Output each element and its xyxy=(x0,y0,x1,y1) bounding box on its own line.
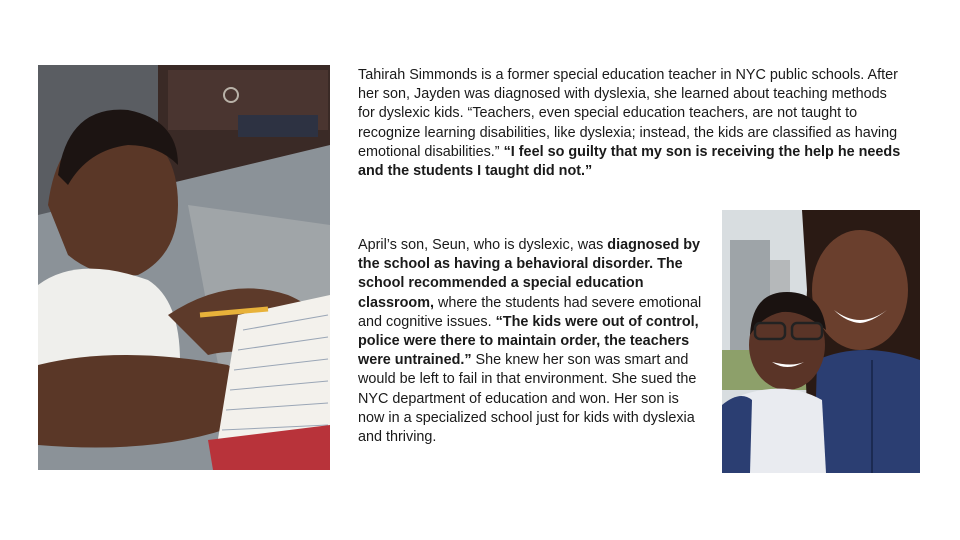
story-april-text-3: She knew her son was smart and would be left to fail in that environment. She sued the NYC department of education and won. Her son is now in a specialized school just for kids with dyslexia and thriving. xyxy=(358,352,697,446)
photo-mother-and-son xyxy=(722,210,920,473)
story-tahirah-quote: “I feel so guilty that my son is receiving the help he needs and the students I taught did not.” xyxy=(358,143,901,180)
photo-boy-writing xyxy=(38,65,330,470)
story-april-paragraph xyxy=(358,236,703,447)
story-tahirah-text: Tahirah Simmonds is a former special education teacher in NYC public schools. After her son, Jayden was diagnosed with dyslexia, she learned about teaching methods for dyslexic kids. “Teachers, even special education teachers, are not taught to recognize learning disabilities, like dyslexia; instead, the kids are classified as having emotional disabilities.” xyxy=(358,67,898,160)
story-april-text-1: April’s son, Seun, who is dyslexic, was xyxy=(358,237,608,253)
story-april-quote: “The kids were out of control, police were there to maintain order, the teachers were untrained.” xyxy=(358,313,699,369)
story-april-bold-1: diagnosed by the school as having a behavioral disorder. The school recommended a special education classroom, xyxy=(358,237,701,311)
story-april-text-2: where the students had severe emotional and cognitive issues. xyxy=(358,294,702,330)
story-tahirah-paragraph xyxy=(358,66,906,181)
